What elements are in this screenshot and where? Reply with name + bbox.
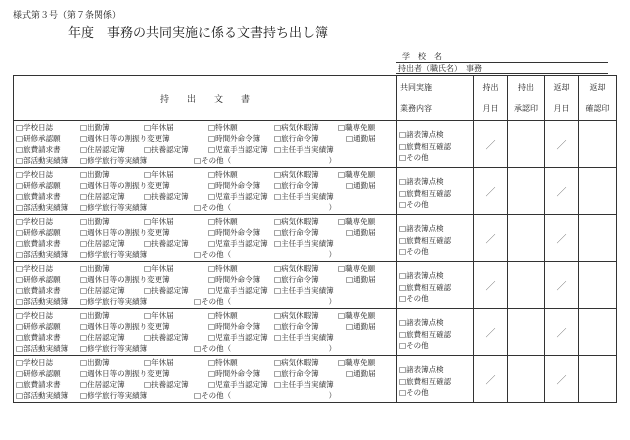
document-checkbox[interactable]: □旅費請求書 bbox=[16, 192, 61, 201]
header-carry-out-approval bbox=[508, 76, 545, 121]
document-checkbox[interactable]: □主任手当実績簿 bbox=[274, 145, 334, 154]
document-checkbox[interactable]: □学校日誌 bbox=[16, 264, 54, 273]
document-checkbox[interactable]: □年休届 bbox=[144, 123, 174, 132]
document-checkbox[interactable]: □時間外命令簿 bbox=[208, 181, 261, 190]
document-checkbox[interactable]: □その他（ ） bbox=[194, 156, 337, 165]
document-checkbox[interactable]: □住居認定簿 bbox=[80, 192, 125, 201]
document-ledger-table bbox=[13, 75, 617, 403]
date-separator-slash: ／ bbox=[485, 328, 496, 340]
document-checkbox[interactable]: □年休届 bbox=[144, 217, 174, 226]
document-checkbox[interactable]: □住居認定簿 bbox=[80, 286, 125, 295]
table-row bbox=[14, 121, 617, 168]
carry-out-approval-cell[interactable] bbox=[508, 309, 545, 356]
joint-work-cell bbox=[397, 309, 474, 356]
document-checkbox[interactable]: □児童手当認定簿 bbox=[208, 192, 268, 201]
date-separator-slash: ／ bbox=[485, 234, 496, 246]
document-checkbox[interactable]: □旅行命令簿 bbox=[274, 181, 319, 190]
document-checkbox[interactable]: □旅行命令簿 bbox=[274, 134, 319, 143]
table-row bbox=[14, 262, 617, 309]
header-documents-label: 持 出 文 書 bbox=[159, 94, 250, 105]
document-checkbox[interactable]: □病気休暇簿 bbox=[274, 264, 319, 273]
document-checkbox[interactable]: □主任手当実績簿 bbox=[274, 192, 334, 201]
document-checkbox[interactable]: □年休届 bbox=[144, 264, 174, 273]
document-checkbox[interactable]: □研修承認願 bbox=[16, 134, 61, 143]
return-confirmation-cell[interactable] bbox=[579, 356, 617, 403]
document-checkbox[interactable]: □学校日誌 bbox=[16, 358, 54, 367]
return-confirmation-cell[interactable] bbox=[579, 215, 617, 262]
carry-out-approval-cell[interactable] bbox=[508, 121, 545, 168]
document-checkbox[interactable]: □修学旅行等実績簿 bbox=[80, 250, 148, 259]
document-checkbox[interactable]: □出勤簿 bbox=[80, 217, 110, 226]
document-checkbox[interactable]: □特休願 bbox=[208, 264, 238, 273]
joint-work-checkbox[interactable]: □諸表簿点検 bbox=[399, 224, 444, 233]
joint-work-cell bbox=[397, 168, 474, 215]
document-checkbox[interactable]: □学校日誌 bbox=[16, 170, 54, 179]
joint-work-checkbox[interactable]: □その他 bbox=[399, 247, 429, 256]
document-checkbox[interactable]: □扶養認定簿 bbox=[144, 286, 189, 295]
school-name-label: 学 校 名 bbox=[402, 52, 442, 61]
date-separator-slash: ／ bbox=[556, 234, 567, 246]
document-checkbox[interactable]: □扶養認定簿 bbox=[144, 380, 189, 389]
document-checkbox[interactable]: □扶養認定簿 bbox=[144, 333, 189, 342]
document-checkbox[interactable]: □旅行命令簿 bbox=[274, 322, 319, 331]
header-joint-top: 共同実施 bbox=[400, 83, 432, 92]
joint-work-checkbox[interactable]: □その他 bbox=[399, 153, 429, 162]
header-return-bottom: 月日 bbox=[553, 104, 570, 113]
document-checkbox[interactable]: □修学旅行等実績簿 bbox=[80, 203, 148, 212]
table-row bbox=[14, 168, 617, 215]
return-confirmation-cell[interactable] bbox=[579, 168, 617, 215]
document-checkbox[interactable]: □旅行命令簿 bbox=[274, 369, 319, 378]
return-date-cell[interactable] bbox=[545, 356, 579, 403]
document-checkbox[interactable]: □年休届 bbox=[144, 358, 174, 367]
joint-work-checkbox[interactable]: □その他 bbox=[399, 341, 429, 350]
document-checkbox[interactable]: □住居認定簿 bbox=[80, 333, 125, 342]
document-checkbox[interactable]: □病気休暇簿 bbox=[274, 123, 319, 132]
document-checkbox[interactable]: □病気休暇簿 bbox=[274, 170, 319, 179]
document-checkbox[interactable]: □出勤簿 bbox=[80, 358, 110, 367]
document-checkbox[interactable]: □病気休暇簿 bbox=[274, 217, 319, 226]
document-checkbox[interactable]: □修学旅行等実績簿 bbox=[80, 391, 148, 400]
document-checkbox[interactable]: □職専免願 bbox=[338, 358, 376, 367]
header-approve-top: 持出 bbox=[518, 83, 534, 92]
document-checkbox[interactable]: □病気休暇簿 bbox=[274, 311, 319, 320]
header-documents bbox=[14, 76, 397, 121]
document-checkbox[interactable]: □年休届 bbox=[144, 170, 174, 179]
date-separator-slash: ／ bbox=[556, 375, 567, 387]
document-checkbox[interactable]: □主任手当実績簿 bbox=[274, 239, 334, 248]
joint-work-checkbox[interactable]: □旅費相互確認 bbox=[399, 377, 452, 386]
joint-work-checkbox[interactable]: □諸表簿点検 bbox=[399, 318, 444, 327]
document-checkbox[interactable]: □その他（ ） bbox=[194, 391, 337, 400]
document-checkbox[interactable]: □旅費請求書 bbox=[16, 145, 61, 154]
document-checkbox[interactable]: □通勤届 bbox=[346, 134, 376, 143]
joint-work-checkbox[interactable]: □諸表簿点検 bbox=[399, 271, 444, 280]
joint-work-cell bbox=[397, 356, 474, 403]
return-date-cell[interactable] bbox=[545, 309, 579, 356]
documents-cell bbox=[14, 168, 397, 215]
document-checkbox[interactable]: □職専免願 bbox=[338, 217, 376, 226]
document-checkbox[interactable]: □週休日等の割振り変更簿 bbox=[80, 181, 170, 190]
header-return-date bbox=[545, 76, 579, 121]
document-checkbox[interactable]: □主任手当実績簿 bbox=[274, 333, 334, 342]
document-checkbox[interactable]: □週休日等の割振り変更簿 bbox=[80, 228, 170, 237]
document-checkbox[interactable]: □その他（ ） bbox=[194, 203, 337, 212]
document-checkbox[interactable]: □特休願 bbox=[208, 358, 238, 367]
return-date-cell[interactable] bbox=[545, 168, 579, 215]
document-checkbox[interactable]: □修学旅行等実績簿 bbox=[80, 156, 148, 165]
document-checkbox[interactable]: □児童手当認定簿 bbox=[208, 380, 268, 389]
document-checkbox[interactable]: □部活動実績簿 bbox=[16, 156, 69, 165]
document-checkbox[interactable]: □旅費請求書 bbox=[16, 286, 61, 295]
header-joint-work bbox=[397, 76, 474, 121]
return-date-cell[interactable] bbox=[545, 121, 579, 168]
document-checkbox[interactable]: □通勤届 bbox=[346, 228, 376, 237]
joint-work-checkbox[interactable]: □諸表簿点検 bbox=[399, 130, 444, 139]
document-checkbox[interactable]: □その他（ ） bbox=[194, 344, 337, 353]
documents-cell bbox=[14, 356, 397, 403]
documents-cell bbox=[14, 262, 397, 309]
document-checkbox[interactable]: □主任手当実績簿 bbox=[274, 380, 334, 389]
document-checkbox[interactable]: □研修承認願 bbox=[16, 275, 61, 284]
table-header-row bbox=[14, 76, 617, 121]
document-checkbox[interactable]: □部活動実績簿 bbox=[16, 344, 69, 353]
carry-out-date-cell[interactable] bbox=[474, 168, 508, 215]
document-checkbox[interactable]: □時間外命令簿 bbox=[208, 228, 261, 237]
document-checkbox[interactable]: □出勤簿 bbox=[80, 311, 110, 320]
carry-out-approval-cell[interactable] bbox=[508, 356, 545, 403]
return-date-cell[interactable] bbox=[545, 215, 579, 262]
carry-out-date-cell[interactable] bbox=[474, 356, 508, 403]
joint-work-checkbox[interactable]: □諸表簿点検 bbox=[399, 365, 444, 374]
document-checkbox[interactable]: □住居認定簿 bbox=[80, 145, 125, 154]
document-checkbox[interactable]: □週休日等の割振り変更簿 bbox=[80, 275, 170, 284]
document-checkbox[interactable]: □住居認定簿 bbox=[80, 380, 125, 389]
document-checkbox[interactable]: □出勤簿 bbox=[80, 170, 110, 179]
joint-work-checkbox[interactable]: □諸表簿点検 bbox=[399, 177, 444, 186]
documents-cell bbox=[14, 309, 397, 356]
header-return-top: 返却 bbox=[553, 83, 570, 92]
carry-out-date-cell[interactable] bbox=[474, 215, 508, 262]
document-checkbox[interactable]: □旅費請求書 bbox=[16, 333, 61, 342]
document-checkbox[interactable]: □扶養認定簿 bbox=[144, 239, 189, 248]
date-separator-slash: ／ bbox=[485, 187, 496, 199]
return-date-cell[interactable] bbox=[545, 262, 579, 309]
page-title: 年度 事務の共同実施に係る文書持ち出し簿 bbox=[68, 26, 329, 41]
school-name-field[interactable] bbox=[396, 50, 608, 63]
document-checkbox[interactable]: □児童手当認定簿 bbox=[208, 286, 268, 295]
document-checkbox[interactable]: □児童手当認定簿 bbox=[208, 145, 268, 154]
carry-out-approval-cell[interactable] bbox=[508, 215, 545, 262]
document-checkbox[interactable]: □児童手当認定簿 bbox=[208, 333, 268, 342]
joint-work-checkbox[interactable]: □その他 bbox=[399, 200, 429, 209]
document-checkbox[interactable]: □職専免願 bbox=[338, 123, 376, 132]
form-number-label: 様式第３号（第７条関係） bbox=[13, 11, 122, 21]
carrier-name-label: 持出者（職氏名） 事務 bbox=[398, 64, 482, 73]
joint-work-checkbox[interactable]: □その他 bbox=[399, 294, 429, 303]
document-checkbox[interactable]: □時間外命令簿 bbox=[208, 369, 261, 378]
header-joint-bottom: 業務内容 bbox=[400, 104, 432, 113]
return-confirmation-cell[interactable] bbox=[579, 309, 617, 356]
header-out-bottom: 月日 bbox=[482, 104, 499, 113]
joint-work-checkbox[interactable]: □旅費相互確認 bbox=[399, 236, 452, 245]
date-separator-slash: ／ bbox=[556, 140, 567, 152]
joint-work-checkbox[interactable]: □その他 bbox=[399, 388, 429, 397]
date-separator-slash: ／ bbox=[556, 281, 567, 293]
document-checkbox[interactable]: □時間外命令簿 bbox=[208, 134, 261, 143]
header-carry-out-date bbox=[474, 76, 508, 121]
joint-work-checkbox[interactable]: □旅費相互確認 bbox=[399, 142, 452, 151]
document-checkbox[interactable]: □学校日誌 bbox=[16, 311, 54, 320]
date-separator-slash: ／ bbox=[556, 187, 567, 199]
documents-cell bbox=[14, 121, 397, 168]
document-checkbox[interactable]: □児童手当認定簿 bbox=[208, 239, 268, 248]
document-checkbox[interactable]: □通勤届 bbox=[346, 181, 376, 190]
joint-work-cell bbox=[397, 262, 474, 309]
document-checkbox[interactable]: □職専免願 bbox=[338, 264, 376, 273]
document-checkbox[interactable]: □週休日等の割振り変更簿 bbox=[80, 134, 170, 143]
table-row bbox=[14, 356, 617, 403]
table-row bbox=[14, 215, 617, 262]
document-checkbox[interactable]: □その他（ ） bbox=[194, 297, 337, 306]
document-checkbox[interactable]: □特休願 bbox=[208, 311, 238, 320]
document-checkbox[interactable]: □研修承認願 bbox=[16, 322, 61, 331]
return-confirmation-cell[interactable] bbox=[579, 262, 617, 309]
joint-work-checkbox[interactable]: □旅費相互確認 bbox=[399, 283, 452, 292]
document-checkbox[interactable]: □通勤届 bbox=[346, 369, 376, 378]
carry-out-date-cell[interactable] bbox=[474, 262, 508, 309]
document-checkbox[interactable]: □旅費請求書 bbox=[16, 239, 61, 248]
document-checkbox[interactable]: □通勤届 bbox=[346, 322, 376, 331]
document-checkbox[interactable]: □その他（ ） bbox=[194, 250, 337, 259]
document-checkbox[interactable]: □学校日誌 bbox=[16, 217, 54, 226]
document-checkbox[interactable]: □部活動実績簿 bbox=[16, 203, 69, 212]
joint-work-cell bbox=[397, 121, 474, 168]
document-checkbox[interactable]: □特休願 bbox=[208, 217, 238, 226]
document-checkbox[interactable]: □扶養認定簿 bbox=[144, 145, 189, 154]
date-separator-slash: ／ bbox=[485, 140, 496, 152]
joint-work-checkbox[interactable]: □旅費相互確認 bbox=[399, 189, 452, 198]
header-confirm-top: 返却 bbox=[589, 83, 606, 92]
document-checkbox[interactable]: □部活動実績簿 bbox=[16, 297, 69, 306]
table-row bbox=[14, 309, 617, 356]
document-checkbox[interactable]: □出勤簿 bbox=[80, 123, 110, 132]
document-checkbox[interactable]: □学校日誌 bbox=[16, 123, 54, 132]
document-checkbox[interactable]: □修学旅行等実績簿 bbox=[80, 344, 148, 353]
document-checkbox[interactable]: □部活動実績簿 bbox=[16, 391, 69, 400]
document-checkbox[interactable]: □研修承認願 bbox=[16, 369, 61, 378]
document-checkbox[interactable]: □時間外命令簿 bbox=[208, 275, 261, 284]
joint-work-cell bbox=[397, 215, 474, 262]
document-checkbox[interactable]: □週休日等の割振り変更簿 bbox=[80, 322, 170, 331]
document-checkbox[interactable]: □扶養認定簿 bbox=[144, 192, 189, 201]
document-checkbox[interactable]: □通勤届 bbox=[346, 275, 376, 284]
date-separator-slash: ／ bbox=[485, 281, 496, 293]
document-checkbox[interactable]: □住居認定簿 bbox=[80, 239, 125, 248]
header-confirm-bottom: 確認印 bbox=[585, 104, 610, 113]
document-checkbox[interactable]: □部活動実績簿 bbox=[16, 250, 69, 259]
documents-cell bbox=[14, 215, 397, 262]
carry-out-date-cell[interactable] bbox=[474, 309, 508, 356]
document-checkbox[interactable]: □年休届 bbox=[144, 311, 174, 320]
document-checkbox[interactable]: □旅費請求書 bbox=[16, 380, 61, 389]
document-checkbox[interactable]: □職専免願 bbox=[338, 311, 376, 320]
document-checkbox[interactable]: □特休願 bbox=[208, 123, 238, 132]
date-separator-slash: ／ bbox=[485, 375, 496, 387]
document-checkbox[interactable]: □旅行命令簿 bbox=[274, 275, 319, 284]
document-checkbox[interactable]: □主任手当実績簿 bbox=[274, 286, 334, 295]
date-separator-slash: ／ bbox=[556, 328, 567, 340]
header-approve-bottom: 承認印 bbox=[514, 104, 538, 113]
document-checkbox[interactable]: □病気休暇簿 bbox=[274, 358, 319, 367]
document-checkbox[interactable]: □旅行命令簿 bbox=[274, 228, 319, 237]
header-return-confirmation bbox=[579, 76, 617, 121]
joint-work-checkbox[interactable]: □旅費相互確認 bbox=[399, 330, 452, 339]
document-checkbox[interactable]: □特休願 bbox=[208, 170, 238, 179]
document-checkbox[interactable]: □研修承認願 bbox=[16, 181, 61, 190]
header-out-top: 持出 bbox=[482, 83, 499, 92]
carrier-name-field[interactable] bbox=[396, 63, 608, 74]
carry-out-approval-cell[interactable] bbox=[508, 168, 545, 215]
document-checkbox[interactable]: □職専免願 bbox=[338, 170, 376, 179]
document-checkbox[interactable]: □研修承認願 bbox=[16, 228, 61, 237]
carry-out-approval-cell[interactable] bbox=[508, 262, 545, 309]
carry-out-date-cell[interactable] bbox=[474, 121, 508, 168]
document-checkbox[interactable]: □週休日等の割振り変更簿 bbox=[80, 369, 170, 378]
document-checkbox[interactable]: □修学旅行等実績簿 bbox=[80, 297, 148, 306]
document-checkbox[interactable]: □出勤簿 bbox=[80, 264, 110, 273]
return-confirmation-cell[interactable] bbox=[579, 121, 617, 168]
document-checkbox[interactable]: □時間外命令簿 bbox=[208, 322, 261, 331]
